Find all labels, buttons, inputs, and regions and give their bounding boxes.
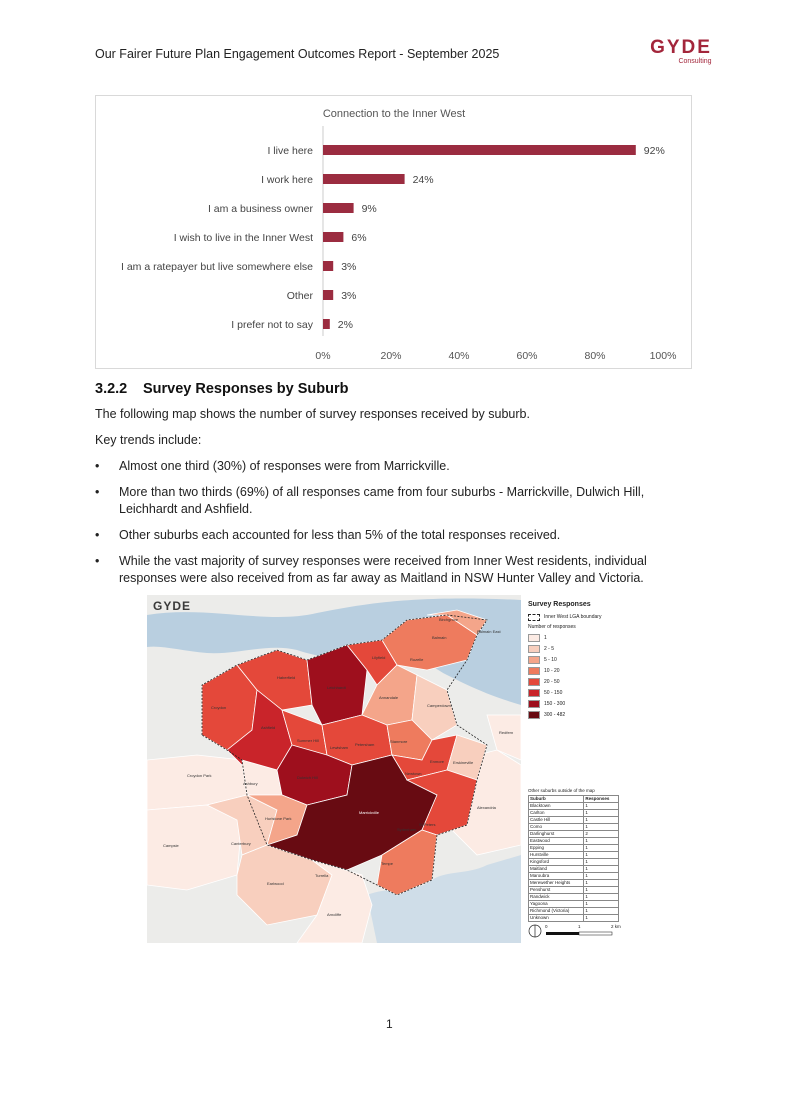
responses-cell: 1 (584, 915, 619, 922)
table-row (529, 866, 619, 873)
suburb-cell: Merewether Heights (529, 880, 584, 887)
legend-swatch (528, 667, 540, 675)
map-label: Leichhardt (327, 685, 346, 690)
value-label: 24% (412, 174, 434, 186)
table-row (529, 852, 619, 859)
suburb-cell: Maroubra (529, 873, 584, 880)
map-label: Enmore (430, 759, 445, 764)
scale-two: 2 km (611, 924, 621, 929)
bar (323, 290, 333, 300)
responses-cell: 1 (584, 838, 619, 845)
suburb-cell: Maitland (529, 866, 584, 873)
x-tick-label: 100% (649, 350, 677, 362)
legend-bin-label: 50 - 150 (544, 690, 563, 696)
x-tick-label: 0% (315, 350, 331, 362)
responses-cell: 1 (584, 901, 619, 908)
legend-bin-label: 20 - 50 (544, 679, 560, 685)
responses-cell: 1 (584, 873, 619, 880)
map-svg (147, 595, 521, 943)
section-number: 3.2.2 (95, 381, 128, 397)
suburb-cell: Richmond (Victoria) (529, 908, 584, 915)
legend-swatch (528, 689, 540, 697)
responses-cell: 1 (584, 866, 619, 873)
scale-white (579, 932, 612, 935)
suburb-cell: Unknown (529, 915, 584, 922)
table-row (529, 887, 619, 894)
responses-cell: 1 (584, 845, 619, 852)
map-label: Lilyfield (372, 655, 386, 660)
intro-paragraph: The following map shows the number of survey responses received by suburb. (95, 407, 530, 421)
map-legend (528, 601, 638, 722)
map-label: Lewisham (330, 745, 349, 750)
bullet-item: • Other suburbs each accounted for less than 5% of the total responses received. (95, 527, 695, 544)
legend-bin-label: 10 - 20 (544, 668, 560, 674)
map-label: St Peters (419, 822, 436, 827)
table-row (529, 894, 619, 901)
key-trends-label: Key trends include: (95, 433, 202, 447)
map-label: Tempe (381, 861, 394, 866)
x-tick-label: 80% (584, 350, 606, 362)
responses-cell: 2 (584, 831, 619, 838)
x-tick-label: 40% (448, 350, 470, 362)
responses-cell: 1 (584, 908, 619, 915)
table-row (529, 901, 619, 908)
legend-bin (528, 645, 638, 653)
value-label: 3% (341, 290, 357, 302)
map-label: Summer Hill (297, 738, 319, 743)
suburb-cell: Yagoona (529, 901, 584, 908)
table-row (529, 803, 619, 810)
legend-title: Survey Responses (528, 601, 591, 608)
map-label: Canterbury (231, 841, 251, 846)
category-label: I am a business owner (207, 203, 313, 215)
responses-cell: 1 (584, 824, 619, 831)
page-number: 1 (386, 1017, 393, 1031)
bar (323, 319, 330, 329)
table-row (529, 873, 619, 880)
table-row (529, 824, 619, 831)
other-suburbs-caption: Other suburbs outside of the map (528, 788, 595, 793)
legend-bin (528, 711, 638, 719)
x-tick-label: 60% (516, 350, 538, 362)
section-heading (95, 381, 348, 397)
suburb-cell: Hurstville (529, 852, 584, 859)
suburb-map (147, 595, 521, 943)
map-label: Erskineville (453, 760, 474, 765)
gyde-logo (637, 38, 725, 65)
suburb-cell: Penshurst (529, 887, 584, 894)
map-label: Annandale (379, 695, 399, 700)
table-row (529, 915, 619, 922)
logo-subtitle: Consulting (678, 58, 712, 65)
legend-swatch (528, 678, 540, 686)
suburb-cell: Como (529, 824, 584, 831)
responses-cell: 1 (584, 803, 619, 810)
table-row (529, 880, 619, 887)
bar (323, 145, 636, 155)
table-row (529, 845, 619, 852)
connection-chart (95, 95, 692, 369)
map-label: Sydenham (397, 827, 417, 832)
section-title: Survey Responses by Suburb (143, 381, 349, 397)
table-header-row (529, 796, 619, 803)
map-label: Redfern (499, 730, 514, 735)
map-label: Earlwood (267, 881, 284, 886)
category-label: Other (286, 290, 313, 302)
map-label: Birchgrove (439, 617, 459, 622)
table-header: Suburb (529, 796, 584, 803)
suburb-cell: Blacktown (529, 803, 584, 810)
suburb-cell: Darlinghurst (529, 831, 584, 838)
legend-swatch (528, 700, 540, 708)
map-label: Croydon Park (187, 773, 212, 778)
value-label: 3% (341, 261, 357, 273)
suburb-cell: Randwick (529, 894, 584, 901)
other-suburbs-table (528, 795, 619, 922)
legend-swatch (528, 634, 540, 642)
suburb-cell: Eastwood (529, 838, 584, 845)
map-label: Balmain East (477, 629, 501, 634)
value-label: 6% (351, 232, 367, 244)
chart-title: Connection to the Inner West (322, 108, 466, 120)
map-label: Rozelle (410, 657, 424, 662)
table-row (529, 859, 619, 866)
map-label: Marrickville (359, 810, 379, 815)
map-label: Stanmore (390, 739, 408, 744)
table-row (529, 817, 619, 824)
map-label: Dulwich Hill (297, 775, 318, 780)
logo-word: GYDE (650, 37, 712, 58)
report-header-title: Our Fairer Future Plan Engagement Outcomes Report - September 2025 (95, 47, 500, 61)
category-label: I work here (261, 174, 313, 186)
legend-swatch (528, 645, 540, 653)
boundary-icon (528, 614, 540, 621)
bullet-item: • Almost one third (30%) of responses were from Marrickville. (95, 458, 695, 475)
responses-cell: 1 (584, 887, 619, 894)
legend-subtitle: Number of responses (528, 624, 576, 630)
bullet-item: • More than two thirds (69%) of all responses came from four suburbs - Marrickville, Dulwich Hill, Leichhardt and Ashfield. (95, 484, 695, 518)
suburb-cell: Kingsford (529, 859, 584, 866)
legend-boundary-label: Inner West LGA boundary (544, 614, 602, 620)
map-label: Ashfield (261, 725, 276, 730)
responses-cell: 1 (584, 880, 619, 887)
map-label: Ashbury (243, 781, 258, 786)
category-label: I live here (267, 145, 313, 157)
map-label: Turrella (315, 873, 329, 878)
table-row (529, 908, 619, 915)
category-label: I prefer not to say (231, 319, 313, 331)
map-label: Campsie (163, 843, 179, 848)
map-label: Alexandria (477, 805, 496, 810)
map-label: Balmain (432, 635, 447, 640)
chart-svg (96, 96, 693, 370)
suburb-cell: Castle Hill (529, 817, 584, 824)
scale-one: 1 (578, 924, 581, 929)
value-label: 92% (643, 145, 665, 157)
table-row (529, 838, 619, 845)
suburb-cell: Carlton (529, 810, 584, 817)
value-label: 2% (337, 319, 353, 331)
scale-black (546, 932, 579, 935)
bar (323, 174, 405, 184)
legend-bin (528, 667, 638, 675)
responses-cell: 1 (584, 852, 619, 859)
value-label: 9% (361, 203, 377, 215)
scale-zero: 0 (545, 924, 548, 929)
legend-bin (528, 700, 638, 708)
responses-cell: 1 (584, 859, 619, 866)
responses-cell: 1 (584, 810, 619, 817)
map-logo: GYDE (153, 599, 192, 613)
map-label: Haberfield (277, 675, 296, 680)
legend-bin (528, 634, 638, 642)
table-row (529, 831, 619, 838)
table-row (529, 810, 619, 817)
responses-cell: 1 (584, 894, 619, 901)
region-campsie (147, 805, 242, 890)
scale-bar (528, 922, 628, 942)
map-label: Petersham (355, 742, 375, 747)
legend-bin-label: 150 - 300 (544, 701, 566, 707)
suburb-cell: Epping (529, 845, 584, 852)
bullet-item: • While the vast majority of survey responses were received from Inner West residents, individual responses were also received from as far away as Maitland in NSW Hunter Valley and Victoria. (95, 553, 695, 587)
map-label: Camperdown (427, 703, 451, 708)
table-header: Responses (584, 796, 619, 803)
map-label: Newtown (405, 771, 422, 776)
bar (323, 203, 354, 213)
map-label: Croydon (211, 705, 227, 710)
x-tick-label: 20% (380, 350, 402, 362)
responses-cell: 1 (584, 817, 619, 824)
bar (323, 261, 333, 271)
legend-bin (528, 689, 638, 697)
legend-bin-label: 5 - 10 (544, 657, 557, 663)
map-label: Arncliffe (327, 912, 342, 917)
legend-boundary (528, 613, 638, 621)
key-trends-list (95, 458, 695, 596)
table-body (529, 803, 619, 922)
category-label: I wish to live in the Inner West (173, 232, 313, 244)
category-label: I am a ratepayer but live somewhere else (120, 261, 313, 273)
legend-bin-label: 300 - 482 (544, 712, 566, 718)
legend-swatch (528, 656, 540, 664)
legend-bin (528, 678, 638, 686)
map-label: Hurlstone Park (265, 816, 292, 821)
bar (323, 232, 343, 242)
legend-bin-label: 1 (544, 635, 547, 641)
legend-bin-label: 2 - 5 (544, 646, 555, 652)
legend-bin (528, 656, 638, 664)
legend-swatch (528, 711, 540, 719)
